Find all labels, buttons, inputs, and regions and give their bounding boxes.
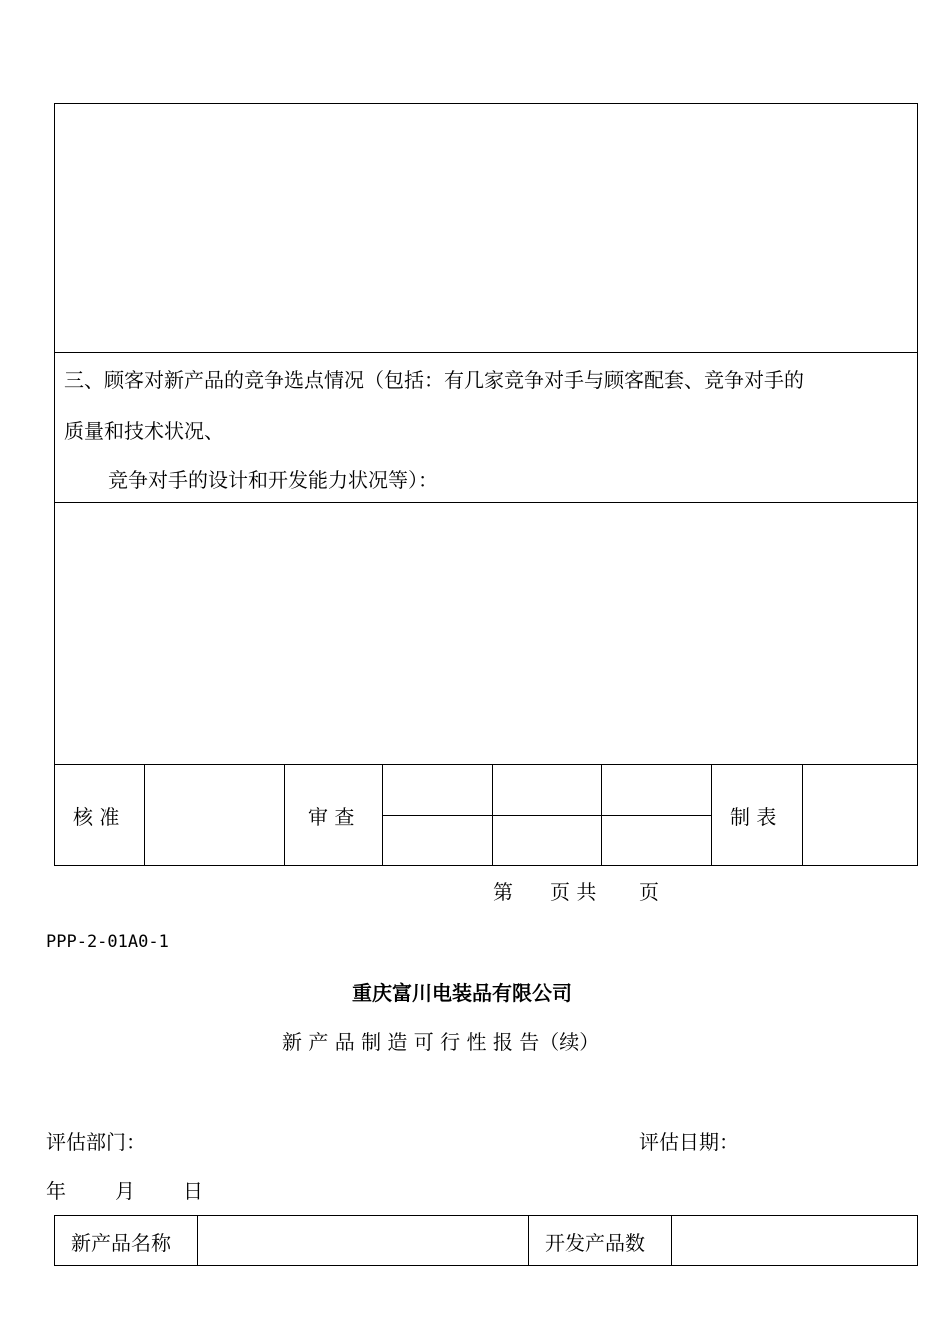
product-name-field[interactable]: [198, 1216, 528, 1265]
section3-line1: 三、顾客对新产品的竞争选点情况（包括：有几家竞争对手与顾客配套、竞争对手的: [64, 368, 804, 392]
eval-month: 月: [115, 1179, 135, 1203]
review-label: 审 查: [308, 805, 355, 829]
blank-content-area-competition[interactable]: [55, 503, 917, 764]
report-title: 新 产 品 制 造 可 行 性 报 告（续）: [282, 1030, 600, 1054]
eval-year: 年: [46, 1179, 66, 1203]
product-count-field[interactable]: [672, 1216, 917, 1265]
product-name-label: 新产品名称: [71, 1231, 171, 1255]
approve-signature-field[interactable]: [145, 765, 284, 864]
company-name: 重庆富川电装品有限公司: [352, 981, 572, 1005]
eval-dept-label: 评估部门：: [46, 1130, 146, 1154]
prepare-label: 制 表: [730, 805, 777, 829]
col-divider: [528, 1215, 529, 1266]
row-divider: [54, 352, 918, 353]
col-divider: [284, 764, 285, 865]
col-divider: [711, 764, 712, 865]
document-code: PPP-2-01A0-1: [46, 932, 169, 952]
review-signature-field[interactable]: [383, 765, 711, 864]
prepare-signature-field[interactable]: [803, 765, 917, 864]
section3-line3: 竞争对手的设计和开发能力状况等）：: [108, 468, 438, 492]
page-number-ye-gong: 页 共: [550, 880, 597, 904]
page-number-ye: 页: [639, 880, 659, 904]
approve-label: 核 准: [73, 805, 120, 829]
product-count-label: 开发产品数: [545, 1231, 645, 1255]
blank-content-area-top[interactable]: [55, 104, 917, 352]
eval-day: 日: [183, 1179, 203, 1203]
eval-date-label: 评估日期：: [639, 1130, 739, 1154]
section3-line2: 质量和技术状况、: [64, 419, 224, 443]
page-number-di: 第: [493, 880, 513, 904]
